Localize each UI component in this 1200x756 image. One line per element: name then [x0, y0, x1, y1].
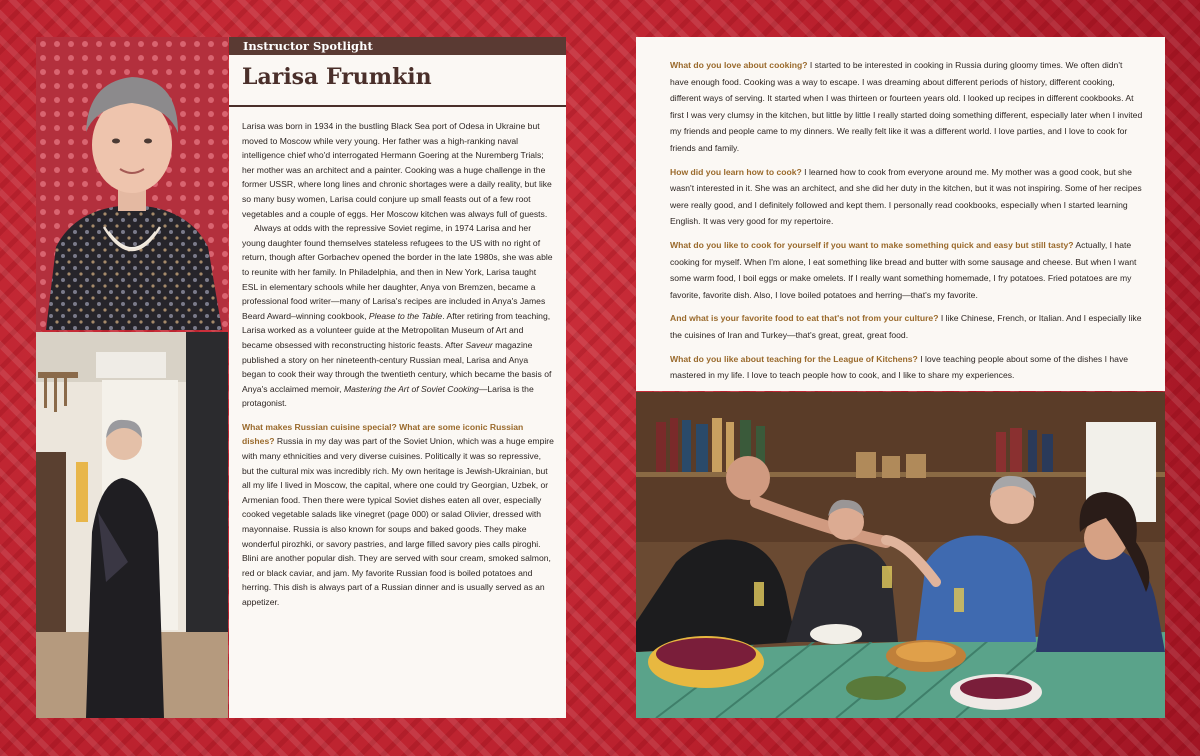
qa-item — [670, 164, 1143, 230]
right-text-panel — [636, 37, 1165, 391]
qa-answer: I learned how to cook from everyone around me. My mother was a good cook, but she wasn't interested in it. She was an architect, and she did her duty in the kitchen, but it was not inspiring. Some of her recipes were really good, and I definitely followed and kept them. I personally read cookbooks, especially when I started learning English. It was very good for my repertoire. — [670, 166, 1142, 227]
qa-question: How did you learn how to cook? — [670, 166, 802, 177]
section-label: Instructor Spotlight — [229, 37, 566, 55]
qa-question: What do you love about cooking? — [670, 60, 808, 70]
bio-text-part: magazine published a story on her nineteenth-century Russian meal, Larisa and Anya began to cook their way through the twentieth century, which became the basis of Anya's acclaimed memoir, — [242, 339, 552, 394]
dinner-table-photo — [636, 392, 1165, 718]
book-title: Please to the Table — [368, 310, 443, 321]
qa-answer: I love teaching people about some of the dishes I have mastered in my life. I love to teach people how to cook, and I like to share my experiences. — [670, 353, 1129, 381]
left-text-panel — [229, 37, 566, 718]
portrait-photo — [36, 37, 228, 330]
qa-question: What makes Russian cuisine special? What are some iconic Russian dishes? — [242, 421, 524, 447]
qa-item — [670, 237, 1143, 303]
bio-paragraph-2 — [242, 221, 554, 411]
kitchen-photo — [36, 332, 228, 718]
qa-item — [242, 420, 554, 610]
qa-question: What do you like about teaching for the League of Kitchens? — [670, 353, 918, 364]
qa-answer: Russia in my day was part of the Soviet Union, which was a huge empire with many ethnicities and very diverse cuisines. Politically it was so repressive, but the cultural mix was incredibly rich. My own heritage is Jewish-Ukrainian, but all my life I lived in Moscow, the capital, where one could try Georgian, Uzbek, or Armenian food. Then there were typical Soviet dishes eaten all over, especially cooked vegetable salads like vinegret (page 000) or salad Olivier, dressed with mayonnaise. Russia is also known for soups and baked goods. They make wonderful pirozhki, or savory pastries, and large filled savory pies calls piroghi. Blini are another popular dish. They are served with sour cream, smoked salmon, red or black caviar, and jam. My favorite Russian food is boiled potatoes and herring. This dish is always part of a Russian dinner and is usually served as an appetizer. — [242, 436, 554, 607]
bio-text — [229, 107, 566, 610]
qa-item — [670, 57, 1143, 157]
qa-question: What do you like to cook for yourself if you want to make something quick and easy but still tasty? — [670, 239, 1074, 250]
bio-text-part: Always at odds with the repressive Soviet regime, in 1974 Larisa and her young daughter found themselves stateless refugees to the US with no right of return, though after Gorbachev opened the border in the late 1980s, she was able to reunite with her family. In Philadelphia, and then in New York, Larisa taught ESL in elementary schools while her daughter, Anya von Bremzen, became a professional food writer—many of Larisa's recipes are included in Anya's James Beard Award–winning cookbook, — [242, 223, 553, 321]
bio-paragraph-1: Larisa was born in 1934 in the bustling Black Sea port of Odesa in Ukraine but moved to Moscow while very young. Her father was a high-ranking naval intelligence chief who'd interrogated Hermann Goering at the Nuremberg Trials; her mother was an architect and a painter. Cooking was a huge challenge in the former USSR, where long lines and chronic shortages were a daily reality, but like so many busy women, Larisa could conjure up small feasts out of a few root vegetables and a couple of eggs. Her Moscow kitchen was always full of guests. — [242, 121, 552, 219]
qa-answer: I started to be interested in cooking in Russia during gloomy times. We often didn't have enough food. Cooking was a way to escape. I was dreaming about different periods of history, different cooking, different ways of serving. It started when I was thirteen or fourteen years old. I looked up recipes in different cookbooks. At first I was very clumsy in the kitchen, but little by little I really started doing something different, especially later when I invited my friends and people came to my dinners. We really felt like it was a different world. I love parties, and I love to cook for friends and family. — [670, 60, 1143, 153]
qa-question: And what is your favorite food to eat that's not from your culture? — [670, 313, 939, 324]
qa-answer: Actually, I hate cooking for myself. When I'm alone, I eat something like bread and butter with some sausage and cheese. But when I want some warm food, I boil eggs or make omelets. If I really want something homemade, I fry potatoes. Fried potatoes are my favorite, favorite dish. Also, I love boiled potatoes and herring—that's my favorite. — [670, 239, 1137, 300]
bio-text-part: —Larisa is the protagonist. — [242, 383, 534, 409]
book-title: Mastering the Art of Soviet Cooking — [343, 383, 479, 394]
qa-item — [670, 310, 1143, 343]
qa-item — [670, 351, 1143, 384]
bio-text-part: . After retiring from teaching, Larisa worked as a volunteer guide at the Metropolitan Museum of Art and became obsessed with reconstructing historic feasts. After — [242, 310, 551, 350]
page-title: Larisa Frumkin — [229, 55, 566, 107]
magazine-title: Saveur — [465, 339, 493, 350]
qa-answer: I like Chinese, French, or Italian. And I especially like the cuisines of Iran and Turkey—that's great, great, great food. — [670, 313, 1142, 340]
